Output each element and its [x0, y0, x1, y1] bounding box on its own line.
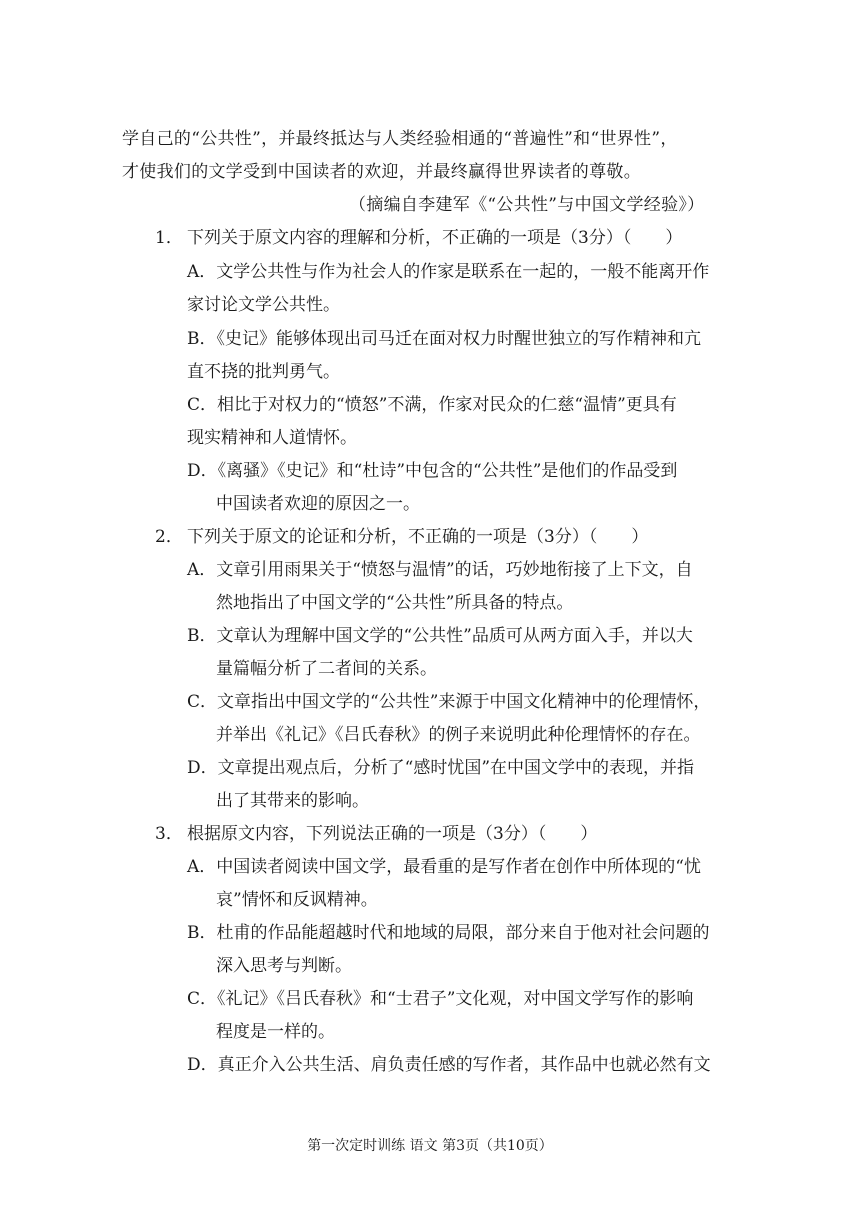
option-c-line-1: C．《礼记》《吕氏春秋》和“士君子”文化观，对中国文学写作的影响 [187, 989, 694, 1009]
question-stem: 根据原文内容，下列说法正确的一项是（3分）（ ） [187, 824, 598, 844]
option-a-line-1: A．文学公共性与作为社会人的作家是联系在一起的，一般不能离开作 [187, 262, 710, 282]
question-stem: 下列关于原文内容的理解和分析，不正确的一项是（3分）（ ） [187, 228, 683, 248]
option-b-line-2: 深入思考与判断。 [216, 956, 352, 976]
passage-source: （摘编自李建军《“公共性”与中国文学经验》） [349, 195, 705, 215]
option-c-line-2: 并举出《礼记》《吕氏春秋》的例子来说明此种伦理情怀的存在。 [216, 725, 701, 745]
option-b-line-1: B．杜甫的作品能超越时代和地域的局限，部分来自于他对社会问题的 [187, 923, 710, 943]
option-a-line-2: 家讨论文学公共性。 [187, 295, 340, 315]
option-b-line-1: B．《史记》能够体现出司马迁在面对权力时醒世独立的写作精神和亢 [187, 329, 701, 349]
option-d-line-1: D．文章提出观点后，分析了“感时忧国”在中国文学中的表现，并指 [187, 758, 695, 778]
question-number: 1． [155, 228, 183, 248]
passage-line-2: 才使我们的文学受到中国读者的欢迎，并最终赢得世界读者的尊敬。 [122, 162, 641, 182]
question-number: 3． [155, 824, 183, 844]
option-d-line-1: D．真正介入公共生活、肩负责任感的写作者，其作品中也就必然有文 [187, 1055, 711, 1075]
option-d-line-1: D．《离骚》《史记》和“杜诗”中包含的“公共性”是他们的作品受到 [187, 461, 678, 481]
question-stem: 下列关于原文的论证和分析，不正确的一项是（3分）（ ） [187, 527, 649, 547]
option-a-line-2: 哀”情怀和反讽精神。 [216, 890, 378, 910]
option-c-line-2: 现实精神和人道情怀。 [187, 428, 357, 448]
option-a-line-2: 然地指出了中国文学的“公共性”所具备的特点。 [216, 593, 574, 613]
passage-line-1: 学自己的“公共性”，并最终抵达与人类经验相通的“普遍性”和“世界性”， [122, 129, 678, 149]
option-c-line-1: C．相比于对权力的“愤怒”不满，作家对民众的仁慈“温情”更具有 [187, 395, 677, 415]
page-footer: 第一次定时训练 语文 第3页（共10页） [307, 1138, 553, 1154]
option-a-line-1: A．文章引用雨果关于“愤怒与温情”的话，巧妙地衔接了上下文，自 [187, 560, 693, 580]
option-b-line-1: B．文章认为理解中国文学的“公共性”品质可从两方面入手，并以大 [187, 626, 693, 646]
option-c-line-1: C．文章指出中国文学的“公共性”来源于中国文化精神中的伦理情怀， [187, 692, 711, 712]
option-b-line-2: 直不挠的批判勇气。 [187, 362, 340, 382]
option-d-line-2: 中国读者欢迎的原因之一。 [216, 494, 420, 514]
question-number: 2． [155, 527, 183, 547]
option-d-line-2: 出了其带来的影响。 [216, 791, 369, 811]
option-c-line-2: 程度是一样的。 [216, 1022, 335, 1042]
option-b-line-2: 量篇幅分析了二者间的关系。 [216, 659, 437, 679]
option-a-line-1: A．中国读者阅读中国文学，最看重的是写作者在创作中所体现的“忧 [187, 857, 701, 877]
